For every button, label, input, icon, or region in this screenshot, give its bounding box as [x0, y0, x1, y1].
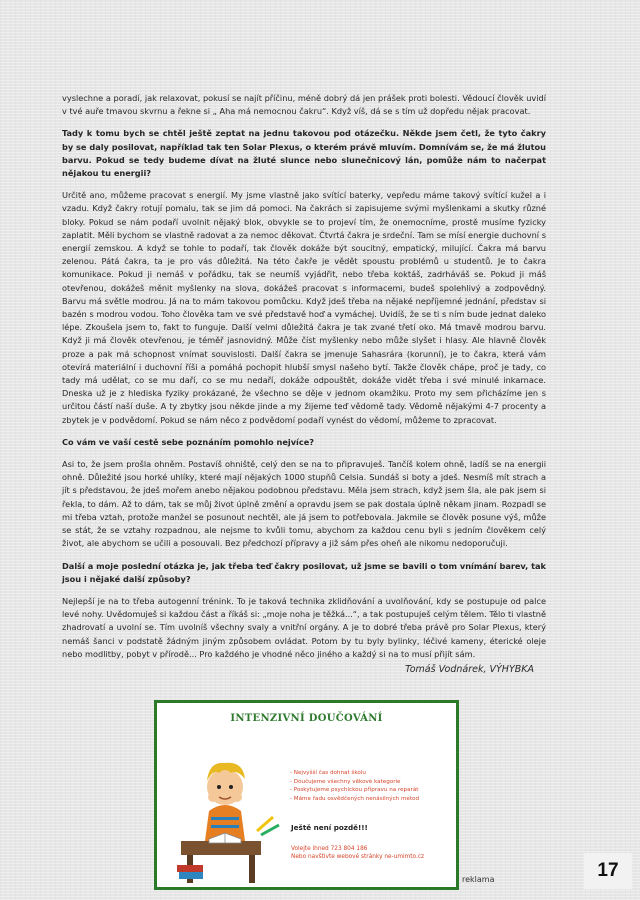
ad-benefit-item: - Doučujeme všechny věkové kategorie: [290, 778, 460, 787]
ad-contact: [291, 845, 424, 862]
interview-question: Tady k tomu bych se chtěl ještě zeptat na jednu takovou pod otázečku. Někde jsem četl, že tyto čakry by se daly posilovat, například tak ten Solar Plexus, o kterém právě mluvím. Domnívám se, že má žlutou barvu. Pokud se tedy budeme dívat na žluté slunce nebo slunečnicový lán, pomůže nám to načerpat nějakou tu energii?: [62, 128, 546, 179]
ad-benefits-list: [290, 769, 460, 803]
interview-question: Co vám ve vaší cestě sebe poznáním pomohlo nejvíce?: [62, 436, 315, 447]
ad-call-to-action: Ještě není pozdě!!!: [291, 823, 368, 832]
paragraph: Asi to, že jsem prošla ohněm. Postavíš ohniště, celý den se na to připravuješ. Tančíš kolem ohně, ladíš se na energii ohně. Důležité jsou horké uhlíky, které mají nějakých 1000 stupňů Celsia. Sundáš si boty a jdeš. Nesmíš mít strach a jít s představou, že jdeš mořem anebo nějakou podobnou představu. Měla jsem strach, když jsem šla, ale pak jsem si řekla, to dám. Až to dám, tak se můj život úplně změní a opravdu jsem se pak dostala úplně někam jinam. Rozpadl se mi třeba vztah, protože manžel se posunout nechtěl, ale já jsem to potřebovala. Jakmile se člověk posune výš, může se stát, že se vztahy rozpadnou, ale nejsme to kvůli tomu, abychom za každou cenu byli s jedním člověkem celý život, ale abychom se učili a posouvali. Bez předchozí přípravy a již sám přes oheň ale nikomu nedoporučuji.: [62, 459, 546, 549]
ad-benefit-item: - Nejvyšší čas dohnat školu: [290, 769, 460, 778]
page-number: 17: [584, 853, 632, 889]
paragraph: Určitě ano, můžeme pracovat s energií. My jsme vlastně jako svítící baterky, vepředu máme takový svítící kužel a i vzadu. Když čakry rotují pomalu, tak se jim dá pomoci. Na čakrách si zapisujeme svými myšlenkami a skutky různé bloky. Pokud se nám podaří uvolnit nějaký blok, obvykle se to projeví tím, že onemocníme, prostě musíme fyzicky zaplatit. Měli bychom se vlastně radovat a za nemoc děkovat. Čtvrtá čakra je srdeční. Tam se mísí energie duchovní s energií zemskou. A když se tohle to podaří, tak člověk dokáže být soucitný, empatický, milující. Čakra má barvu zelenou. Pátá čakra, ta je pro vás důležitá. Na této čakře je vědět spoustu problémů u studentů. Je to čakra komunikace. Pokud ji nemáš v pořádku, tak se neumíš vyjádřit, nebo třeba koktáš, zadrháváš se. Pokud ji máš otevřenou, dokážeš měnit myšlenky na slova, dokážeš pracovat s informacemi, budeš spolehlivý a zodpovědný. Barvu má světle modrou. Já na to mám takovou pomůcku. Když jdeš třeba na nějaké nepříjemné jednání, představ si bazén s modrou vodou. Toho člověka tam ve své představě hoď a vymáchej. Uvidíš, že se ti s ním bude jednat daleko lépe. Zkoušela jsem to, fakt to funguje. Další velmi důležitá čakra je tak zvané třetí oko. Má tmavě modrou barvu. Když ji má člověk otevřenou, je téměř jasnovidný. Může číst myšlenky nebo může slyšet i hlasy. Ale hlavně člověk proze a pak má schopnost vnímat souvislosti. Další čakra se jmenuje Sahasrára (korunní), je to čakra, která vám otevírá materiální i duchovní říši a pomáhá pochopit hlubší smysl našeho bytí. Takže člověk chápe, proč je tady, co tady má udělat, co se mu daří, co se mu nedaří, dokáže odpouštět, dokáže vidět třeba i své minulé inkarnace. Dneska už je z hlediska fyziky prokázané, že všechno se děje v jednom okamžiku. Proto my sem přicházíme jen s určitou částí naší duše. A ty zbytky jsou někde jinde a my žijeme teď vědomě tady. Vědomě nějakými 4-7 procenty a zbytek je v podvědomí. Pokud se nám něco z podvědomí podaří vynést do vědomí, můžeme to zpracovat.: [62, 190, 546, 425]
student-studying-illustration: [175, 729, 295, 889]
paragraph: vyslechne a poradí, jak relaxovat, pokusí se najít příčinu, méně dobrý dá jen prášek proti bolesti. Vědoucí člověk uvidí v tvé auře tmavou skvrnu a řekne si „ Aha má nemocnou čakru“. Když víš, dá se s tím už dopředu nějak pracovat.: [62, 93, 546, 117]
interview-question: Další a moje poslední otázka je, jak třeba teď čakry posilovat, už jsme se bavili o tom vnímání barev, tak jsou i nějaké další způsoby?: [62, 560, 546, 584]
paragraph: Nejlepší je na to třeba autogenní trénink. To je taková technika zklidňování a uvolňování, kdy se postupuje od palce levé nohy. Uvědomuješ si každou část a říkáš si: „moje noha je těžká...“, a tak postupuješ celým tělem. Tělo ti vlastně zhadrovatí a uvolní se. Tím uvolníš všechny svaly a vnitřní orgány. A je to dobré třeba právě pro Solar Plexus, který nemáš šanci v podstatě žádným jiným způsobem ovládat. Potom by tu byly bylinky, léčivé kameny, éterické oleje nebo modlitby, pobyt v přírodě... Pro každého je vhodné něco jiného a každý si na to musí přijít sám.: [62, 595, 546, 659]
ad-title: INTENZIVNÍ DOUČOVÁNÍ: [230, 713, 383, 724]
advertisement-label: reklama: [462, 875, 495, 884]
ad-website: Nebo navštivte webové stránky ne-umimto.cz: [291, 854, 425, 861]
ad-benefit-item: - Poskytujeme psychickou přípravu na reparát: [290, 786, 460, 795]
tutoring-advertisement: [154, 700, 459, 890]
ad-phone: Volejte ihned 723 804 186: [291, 846, 368, 852]
article-author: Tomáš Vodnárek, VÝHYBKA: [405, 664, 534, 675]
article-body: [62, 92, 546, 670]
ad-benefit-item: - Máme řadu osvědčených nenásilných metod: [290, 795, 460, 804]
